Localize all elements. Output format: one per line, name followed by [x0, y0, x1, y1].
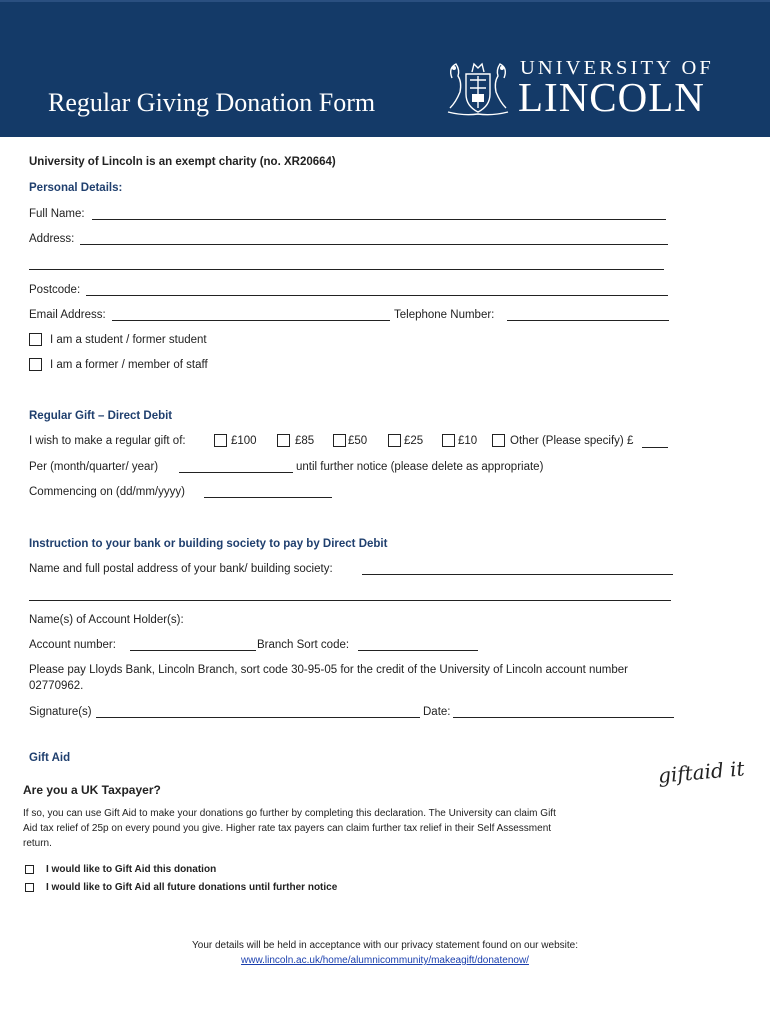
- regular-gift-heading: Regular Gift – Direct Debit: [29, 410, 173, 422]
- account-number-field[interactable]: [130, 650, 256, 651]
- university-logo: [444, 58, 750, 118]
- commencing-date-field[interactable]: [204, 497, 332, 498]
- staff-label: I am a former / member of staff: [50, 359, 208, 371]
- charity-notice: University of Lincoln is an exempt charity (no. XR20664): [29, 156, 336, 168]
- amount-25-label: £25: [404, 435, 424, 447]
- amount-50-checkbox[interactable]: [333, 434, 346, 447]
- gift-aid-heading: Gift Aid: [29, 752, 71, 764]
- account-number-label: Account number:: [29, 639, 116, 651]
- logo-text-lincoln: LINCOLN: [518, 74, 705, 120]
- gift-aid-option1-label: I would like to Gift Aid this donation: [46, 864, 217, 875]
- bank-instruction-line2: 02770962.: [29, 680, 84, 692]
- bank-address-field-line1[interactable]: [362, 574, 673, 575]
- amount-100-checkbox[interactable]: [214, 434, 227, 447]
- gift-aid-para-line3: return.: [23, 838, 52, 849]
- email-label: Email Address:: [29, 309, 106, 321]
- bank-instruction-heading: Instruction to your bank or building society to pay by Direct Debit: [29, 538, 388, 550]
- logo-text-university-of: UNIVERSITY OF: [520, 57, 714, 79]
- staff-checkbox[interactable]: [29, 358, 42, 371]
- taxpayer-question: Are you a UK Taxpayer?: [23, 783, 161, 797]
- amount-other-field[interactable]: [642, 447, 668, 448]
- page-title: Regular Giving Donation Form: [48, 88, 376, 117]
- gift-aid-option2-label: I would like to Gift Aid all future donations until further notice: [46, 882, 338, 893]
- date-field[interactable]: [453, 717, 674, 718]
- gift-aid-this-donation-checkbox[interactable]: [25, 865, 34, 874]
- signature-label: Signature(s): [29, 706, 92, 718]
- telephone-field[interactable]: [507, 320, 669, 321]
- address-field-line1[interactable]: [80, 244, 668, 245]
- frequency-label: Per (month/quarter/ year): [29, 461, 159, 473]
- university-crest-icon: [444, 58, 512, 118]
- frequency-suffix: until further notice (please delete as appropriate): [296, 461, 544, 473]
- amount-other-checkbox[interactable]: [492, 434, 505, 447]
- bank-address-label: Name and full postal address of your bank/ building society:: [29, 563, 333, 575]
- donate-now-link[interactable]: www.lincoln.ac.uk/home/alumnicommunity/makeagift/donatenow/: [241, 955, 529, 966]
- email-field[interactable]: [112, 320, 390, 321]
- gift-aid-para-line2: Aid tax relief of 25p on every pound you give. Higher rate tax payers can claim further tax relief in their Self Assessment: [23, 823, 552, 834]
- amount-25-checkbox[interactable]: [388, 434, 401, 447]
- amount-50-label: £50: [348, 435, 368, 447]
- full-name-label: Full Name:: [29, 208, 85, 220]
- amount-85-checkbox[interactable]: [277, 434, 290, 447]
- full-name-field[interactable]: [92, 219, 666, 220]
- amount-85-label: £85: [295, 435, 315, 447]
- gift-aid-future-donations-checkbox[interactable]: [25, 883, 34, 892]
- address-field-line2[interactable]: [29, 269, 664, 270]
- amount-100-label: £100: [231, 435, 257, 447]
- amount-10-label: £10: [458, 435, 478, 447]
- sort-code-label: Branch Sort code:: [257, 639, 350, 651]
- signature-field[interactable]: [96, 717, 420, 718]
- address-label: Address:: [29, 233, 75, 245]
- gift-amount-label: I wish to make a regular gift of:: [29, 435, 186, 447]
- bank-address-field-line2[interactable]: [29, 600, 671, 601]
- postcode-field[interactable]: [86, 295, 668, 296]
- student-checkbox[interactable]: [29, 333, 42, 346]
- sort-code-field[interactable]: [358, 650, 478, 651]
- account-holders-label: Name(s) of Account Holder(s):: [29, 614, 184, 626]
- header-border: [0, 0, 770, 2]
- frequency-field[interactable]: [179, 472, 293, 473]
- privacy-statement: Your details will be held in acceptance with our privacy statement found on our website:: [192, 940, 578, 951]
- personal-details-heading: Personal Details:: [29, 182, 123, 194]
- amount-other-label: Other (Please specify) £: [510, 435, 634, 447]
- amount-10-checkbox[interactable]: [442, 434, 455, 447]
- telephone-label: Telephone Number:: [394, 309, 495, 321]
- postcode-label: Postcode:: [29, 284, 81, 296]
- header-banner: [0, 0, 770, 137]
- date-label: Date:: [423, 706, 451, 718]
- giftaid-it-logo: giftaid it: [657, 756, 746, 788]
- bank-instruction-line1: Please pay Lloyds Bank, Lincoln Branch, sort code 30-95-05 for the credit of the University of Lincoln account number: [29, 664, 628, 676]
- gift-aid-para-line1: If so, you can use Gift Aid to make your donations go further by completing this declaration. The University can claim Gift: [23, 808, 556, 819]
- commencing-label: Commencing on (dd/mm/yyyy): [29, 486, 185, 498]
- student-label: I am a student / former student: [50, 334, 207, 346]
